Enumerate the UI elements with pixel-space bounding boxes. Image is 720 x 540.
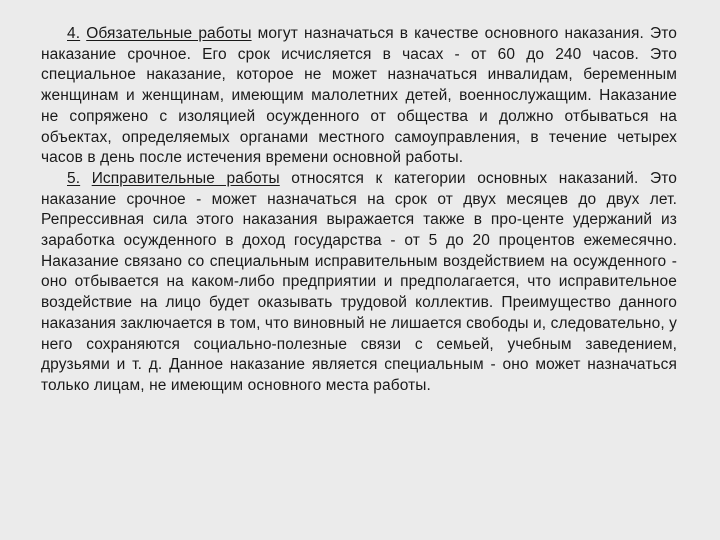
text-body [41, 24, 677, 397]
paragraph-number: 5. [67, 169, 81, 187]
term-compulsory-works: Обязательные работы [86, 25, 252, 42]
paragraph-text: могут назначаться в качестве основного наказания. Это наказание срочное. Его срок исчисляется в часах - от 60 до 240 часов. Это специальное наказание, которое не может назначаться инвалидам, беременным женщинам и женщинам, имеющим малолетних детей, военнослужащим. Наказание не сопряжено с изоляцией осужденного от общества и должно отбываться на объектах, определяемых органами местного самоуправления, в течение четырех часов в день после истечения времени основной работы. [41, 25, 677, 167]
paragraph-text: относятся к категории основных наказаний. Это наказание срочное - может назначаться на срок от двух месяцев до двух лет. Репрессивная сила этого наказания выражается также в про-центе удержаний из заработка осужденного в доход государства - от 5 до 20 процентов ежемесячно. Наказание связано со специальным исправительным воздействием на осужденного - оно отбывается на каком-либо предприятии и предполагается, что исправительное воздействие на лицо будет оказывать трудовой коллектив. Преимущество данного наказания заключается в том, что виновный не лишается свободы и, следовательно, у него сохраняются социально-полезные связи с семьей, учебным заведением, друзьями и т. д. Данное наказание является специальным - оно может назначаться только лицам, не имеющим основного места работы. [41, 169, 677, 394]
paragraph-correctional-works [41, 169, 677, 397]
term-correctional-works: Исправительные работы [91, 169, 280, 187]
paragraph-number: 4. [67, 25, 81, 42]
paragraph-compulsory-works [41, 24, 677, 169]
